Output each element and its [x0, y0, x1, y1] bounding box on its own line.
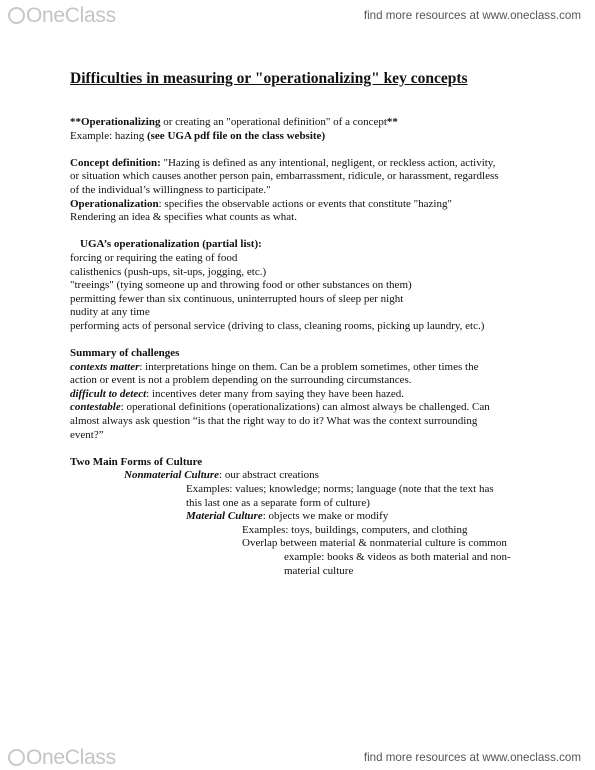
- challenge-contestable-l3: event?”: [70, 428, 104, 441]
- footer-resources-link[interactable]: find more resources at www.oneclass.com: [363, 751, 581, 764]
- culture-heading: [70, 456, 540, 470]
- nonmaterial-examples-l2: this last one as a separate form of culture): [186, 496, 370, 509]
- concept-definition-l3: of the individual’s willingness to participate.": [70, 183, 271, 196]
- uga-item-1: forcing or requiring the eating of food: [70, 251, 238, 264]
- uga-heading-text: UGA’s operationalization (partial list):: [80, 238, 262, 251]
- nonmaterial-culture-line: [70, 469, 540, 483]
- intro-line: [70, 116, 540, 130]
- header-resources-link[interactable]: find more resources at www.oneclass.com: [363, 9, 581, 22]
- challenge-contexts-l2: action or event is not a problem depending on the surrounding circumstances.: [70, 374, 412, 387]
- challenge-detect: [70, 388, 540, 402]
- nonmaterial-examples-l1: Examples: values; knowledge; norms; language (note that the text has: [186, 483, 494, 496]
- contestable-text: : operational definitions (operationalizations) can almost always be challenged. Can: [120, 401, 490, 414]
- uga-item-2: calisthenics (push-ups, sit-ups, jogging, etc.): [70, 265, 267, 278]
- nonmaterial-text: : our abstract creations: [219, 469, 319, 482]
- challenge-contexts-l1: [70, 361, 540, 375]
- detect-text: : incentives deter many from saying they have been hazed.: [146, 387, 404, 400]
- challenges-heading: [70, 347, 540, 361]
- concept-label: Concept definition:: [70, 156, 161, 169]
- uga-item-3: "treeings" (tying someone up and throwing food or other substances on them): [70, 279, 412, 292]
- contexts-text: : interpretations hinge on them. Can be a problem sometimes, other times the: [139, 360, 479, 373]
- oneclass-logo-header: [8, 5, 116, 26]
- operationalization-label: Operationalization: [70, 197, 159, 210]
- document-body: [70, 70, 540, 578]
- material-culture-line: [70, 510, 540, 524]
- concept-text-1: "Hazing is defined as any intentional, negligent, or reckless action, activity,: [160, 156, 496, 169]
- logo-text: OneClass: [26, 4, 116, 27]
- nonmaterial-label: Nonmaterial Culture: [124, 469, 220, 482]
- contexts-label: contexts matter: [70, 360, 140, 373]
- uga-heading: [70, 238, 540, 252]
- example-lead: Example: hazing: [70, 129, 147, 142]
- detect-label: difficult to detect: [70, 387, 147, 400]
- culture-heading-text: Two Main Forms of Culture: [70, 455, 203, 468]
- concept-definition-l1: [70, 157, 540, 171]
- operationalizing-term: Operationalizing: [81, 116, 161, 128]
- challenge-contestable-l1: [70, 401, 540, 415]
- page-title: Difficulties in measuring or "operationalizing" key concepts: [70, 70, 468, 87]
- material-label: Material Culture: [186, 510, 263, 523]
- uga-item-6: performing acts of personal service (driving to class, cleaning rooms, picking up laundry, etc.): [70, 319, 485, 332]
- example-source: (see UGA pdf file on the class website): [146, 129, 326, 142]
- overlap-example-l1: example: books & videos as both material and non-: [284, 551, 511, 563]
- intro-rest: or creating an "operational definition" of a concept: [160, 116, 387, 128]
- material-text: : objects we make or modify: [262, 510, 389, 523]
- uga-item-4: permitting fewer than six continuous, uninterrupted hours of sleep per night: [70, 292, 404, 305]
- logo-text: OneClass: [26, 746, 116, 769]
- challenge-contestable-l2: almost always ask question “is that the right way to do it? What was the context surrounding: [70, 415, 478, 428]
- uga-item-5: nudity at any time: [70, 306, 150, 319]
- stars-close: **: [386, 116, 398, 128]
- rendering-line: Rendering an idea & specifies what counts as what.: [70, 211, 297, 224]
- challenges-heading-text: Summary of challenges: [70, 347, 180, 360]
- oneclass-ring-icon: [8, 749, 25, 766]
- oneclass-ring-icon: [8, 7, 25, 24]
- overlap-example-l2: material culture: [284, 564, 354, 577]
- concept-definition-l2: or situation which causes another person pain, embarrassment, ridicule, or harassment, regardless: [70, 170, 499, 183]
- example-line: [70, 130, 540, 144]
- material-examples: Examples: toys, buildings, computers, and clothing: [242, 523, 468, 536]
- oneclass-logo-footer: [8, 747, 116, 768]
- contestable-label: contestable: [70, 401, 121, 414]
- operationalization-text: : specifies the observable actions or events that constitute "hazing": [158, 197, 452, 210]
- operationalization-line: [70, 198, 540, 212]
- overlap-line: Overlap between material & nonmaterial culture is common: [242, 537, 507, 550]
- stars-open: **: [70, 116, 81, 128]
